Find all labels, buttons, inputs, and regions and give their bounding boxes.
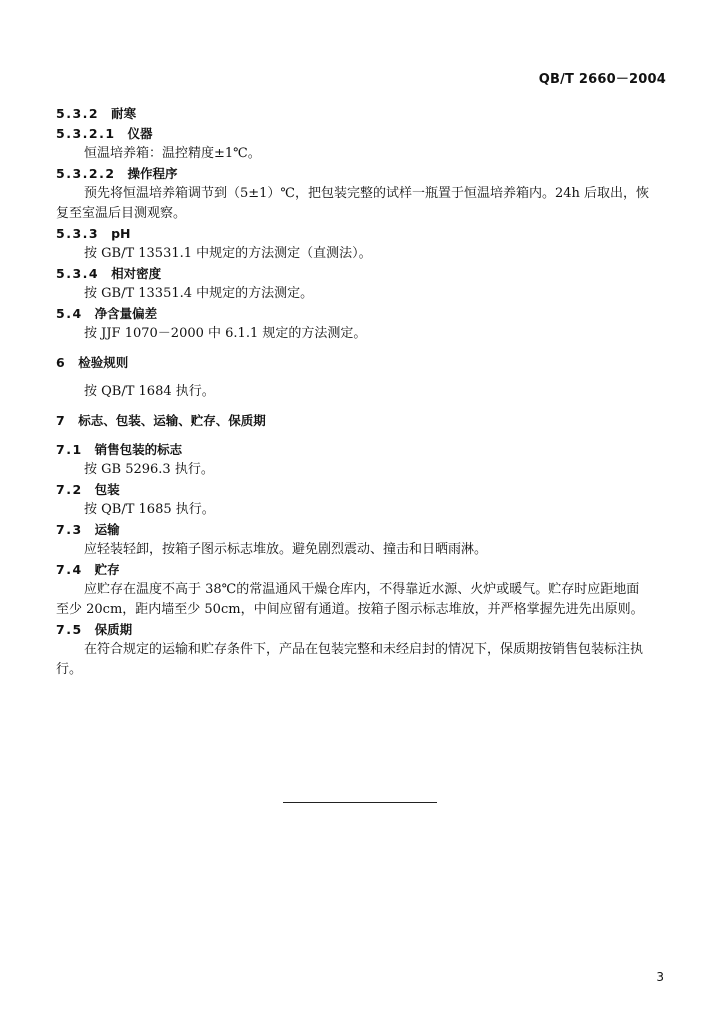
section-title: 运输 [94, 522, 120, 537]
section-number: 5.4 [56, 306, 83, 321]
section-heading-7 [56, 411, 672, 431]
section-heading-7-4 [56, 560, 672, 580]
section-number: 5.3.3 [56, 226, 100, 241]
section-title: 贮存 [94, 562, 120, 577]
section-heading-7-3 [56, 520, 672, 540]
section-text-5-3-2-2-line1: 预先将恒温培养箱调节到（5±1）℃，把包装完整的试样一瓶置于恒温培养箱内。24h 后取出，恢 [84, 186, 650, 201]
section-text-7-2: 按 QB/T 1685 执行。 [84, 502, 215, 517]
section-title: 保质期 [94, 622, 133, 637]
section-heading-7-1 [56, 440, 672, 460]
section-text-5-3-4: 按 GB/T 13351.4 中规定的方法测定。 [84, 286, 314, 301]
section-text-5-3-3: 按 GB/T 13531.1 中规定的方法测定（直测法）。 [84, 246, 372, 261]
section-number: 5.3.4 [56, 266, 100, 281]
section-number: 6 [56, 355, 67, 370]
section-heading-7-5 [56, 620, 672, 640]
section-title: 耐寒 [111, 106, 137, 121]
section-text-7-4-line2: 至少 20cm，距内墙至少 50cm，中间应留有通道。按箱子图示标志堆放，并严格掌握先进先出原则。 [56, 602, 644, 617]
section-number: 7.5 [56, 622, 83, 637]
section-text-5-3-2-2-line2: 复至室温后目测观察。 [56, 206, 187, 221]
section-heading-6 [56, 353, 672, 373]
section-number: 7.2 [56, 482, 83, 497]
document-body [56, 104, 672, 680]
section-title: 仪器 [127, 126, 153, 141]
end-divider-line [283, 802, 437, 803]
standard-code-header: QB/T 2660－2004 [538, 72, 666, 87]
section-title: 包装 [94, 482, 120, 497]
section-title: 检验规则 [78, 355, 129, 370]
page-number: 3 [656, 970, 664, 984]
section-heading-5-3-4 [56, 264, 672, 284]
section-heading-5-3-2 [56, 104, 672, 124]
section-number: 7.4 [56, 562, 83, 577]
section-text-7-3: 应轻装轻卸，按箱子图示标志堆放。避免剧烈震动、撞击和日晒雨淋。 [84, 542, 488, 557]
section-text-7-5-line1: 在符合规定的运输和贮存条件下，产品在包装完整和未经启封的情况下，保质期按销售包装标注执 [84, 642, 644, 657]
section-title: 标志、包装、运输、贮存、保质期 [78, 413, 266, 428]
section-number: 5.3.2 [56, 106, 100, 121]
section-number: 5.3.2.2 [56, 166, 116, 181]
section-title: 净含量偏差 [94, 306, 158, 321]
section-number: 5.3.2.1 [56, 126, 116, 141]
section-text-6: 按 QB/T 1684 执行。 [84, 384, 215, 399]
section-number: 7.1 [56, 442, 83, 457]
section-number: 7.3 [56, 522, 83, 537]
section-text-7-4-line1: 应贮存在温度不高于 38℃的常温通风干燥仓库内，不得靠近水源、火炉或暖气。贮存时应距地面 [84, 582, 640, 597]
section-text-5-3-2-1: 恒温培养箱：温控精度±1℃。 [84, 146, 261, 161]
section-heading-5-3-2-1 [56, 124, 672, 144]
section-heading-5-4 [56, 304, 672, 324]
section-title: 操作程序 [127, 166, 178, 181]
section-title: 相对密度 [111, 266, 162, 281]
section-text-7-1: 按 GB 5296.3 执行。 [84, 462, 214, 477]
section-title: pH [111, 226, 131, 241]
section-text-7-5-line2: 行。 [56, 662, 83, 677]
section-heading-7-2 [56, 480, 672, 500]
section-heading-5-3-2-2 [56, 164, 672, 184]
section-text-5-4: 按 JJF 1070－2000 中 6.1.1 规定的方法测定。 [84, 326, 367, 341]
section-heading-5-3-3 [56, 224, 672, 244]
section-number: 7 [56, 413, 67, 428]
section-title: 销售包装的标志 [94, 442, 183, 457]
